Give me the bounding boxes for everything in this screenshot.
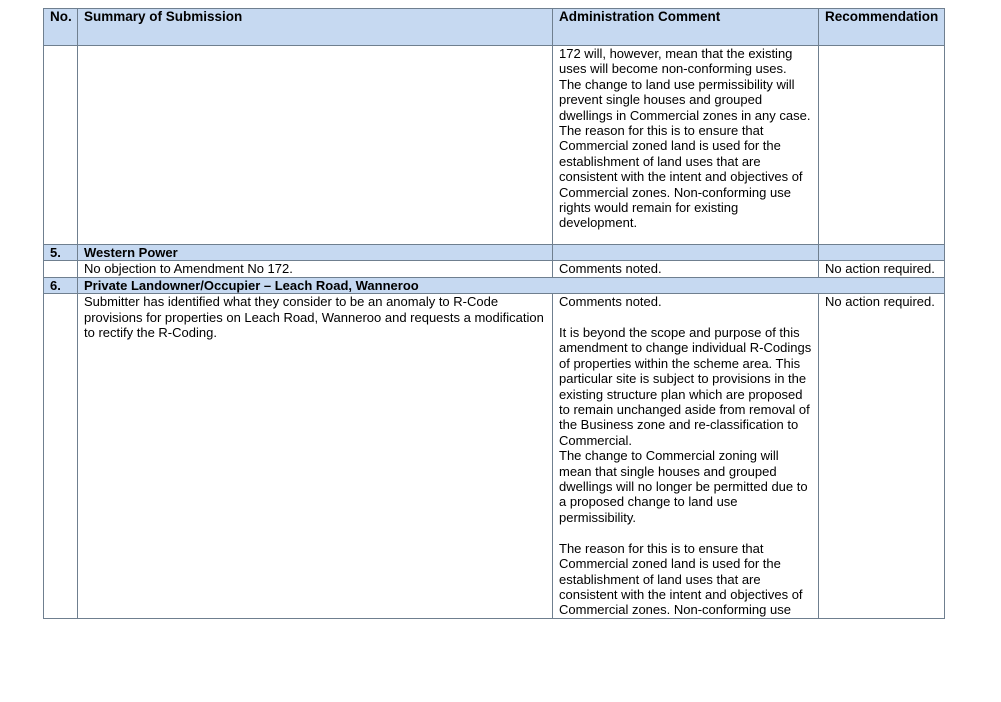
table-row-continued [44, 46, 945, 245]
cell-recommendation [819, 46, 945, 245]
cell-admin-comment [553, 261, 819, 277]
cell-admin-comment [553, 46, 819, 245]
section-number: 6. [44, 277, 78, 293]
section-header-5 [44, 245, 945, 261]
cell-admin-comment [553, 294, 819, 619]
cell-summary [78, 261, 553, 277]
header-admin-comment: Administration Comment [553, 9, 819, 46]
section-empty-cell [553, 245, 819, 261]
section-header-6 [44, 277, 945, 293]
header-recommendation: Recommendation [819, 9, 945, 46]
submissions-table [43, 8, 945, 619]
header-row [44, 9, 945, 46]
section-title: Western Power [78, 245, 553, 261]
cell-recommendation [819, 261, 945, 277]
table-row [44, 294, 945, 619]
section-title: Private Landowner/Occupier – Leach Road, Wanneroo [78, 277, 945, 293]
admin-comment-paragraph: Comments noted. [559, 294, 662, 310]
recommendation-text: No action required. [825, 294, 935, 310]
section-number: 5. [44, 245, 78, 261]
admin-comment-paragraph: The change to Commercial zoning will mean that single houses and grouped dwellings will no longer be permitted due to a proposed change to land use permissibility. [559, 448, 808, 525]
recommendation-text: No action required. [825, 261, 935, 277]
admin-comment-paragraph: The reason for this is to ensure that Commercial zoned land is used for the establishment of land uses that are consistent with the intent and objectives of Commercial zones. Non-conforming use [559, 540, 803, 618]
cell-recommendation [819, 294, 945, 619]
admin-comment-text: 172 will, however, mean that the existing uses will become non-conforming uses. The change to land use permissibility will prevent single houses and grouped dwellings in Commercial zones in any case. The reason for this is to ensure that Commercial zoned land is used for the establishment of land uses that are consistent with the intent and objectives of Commercial zones. Non-conforming use rights would remain for existing development. [559, 46, 811, 231]
table-row [44, 261, 945, 277]
header-summary: Summary of Submission [78, 9, 553, 46]
admin-comment-text: Comments noted. [559, 261, 662, 277]
header-no: No. [44, 9, 78, 46]
section-empty-cell [819, 245, 945, 261]
admin-comment-paragraph: It is beyond the scope and purpose of this amendment to change individual R-Codings of properties within the scheme area. This particular site is subject to provisions in the existing structure plan which are proposed to remain unchanged aside from removal of the Business zone and re-classification to Commercial. [559, 325, 812, 448]
cell-no [44, 261, 78, 277]
cell-no [44, 46, 78, 245]
cell-summary [78, 46, 553, 245]
summary-text: Submitter has identified what they consider to be an anomaly to R-Code provisions for properties on Leach Road, Wanneroo and requests a modification to rectify the R-Coding. [84, 294, 544, 341]
cell-no [44, 294, 78, 619]
summary-text: No objection to Amendment No 172. [84, 261, 293, 277]
cell-summary [78, 294, 553, 619]
